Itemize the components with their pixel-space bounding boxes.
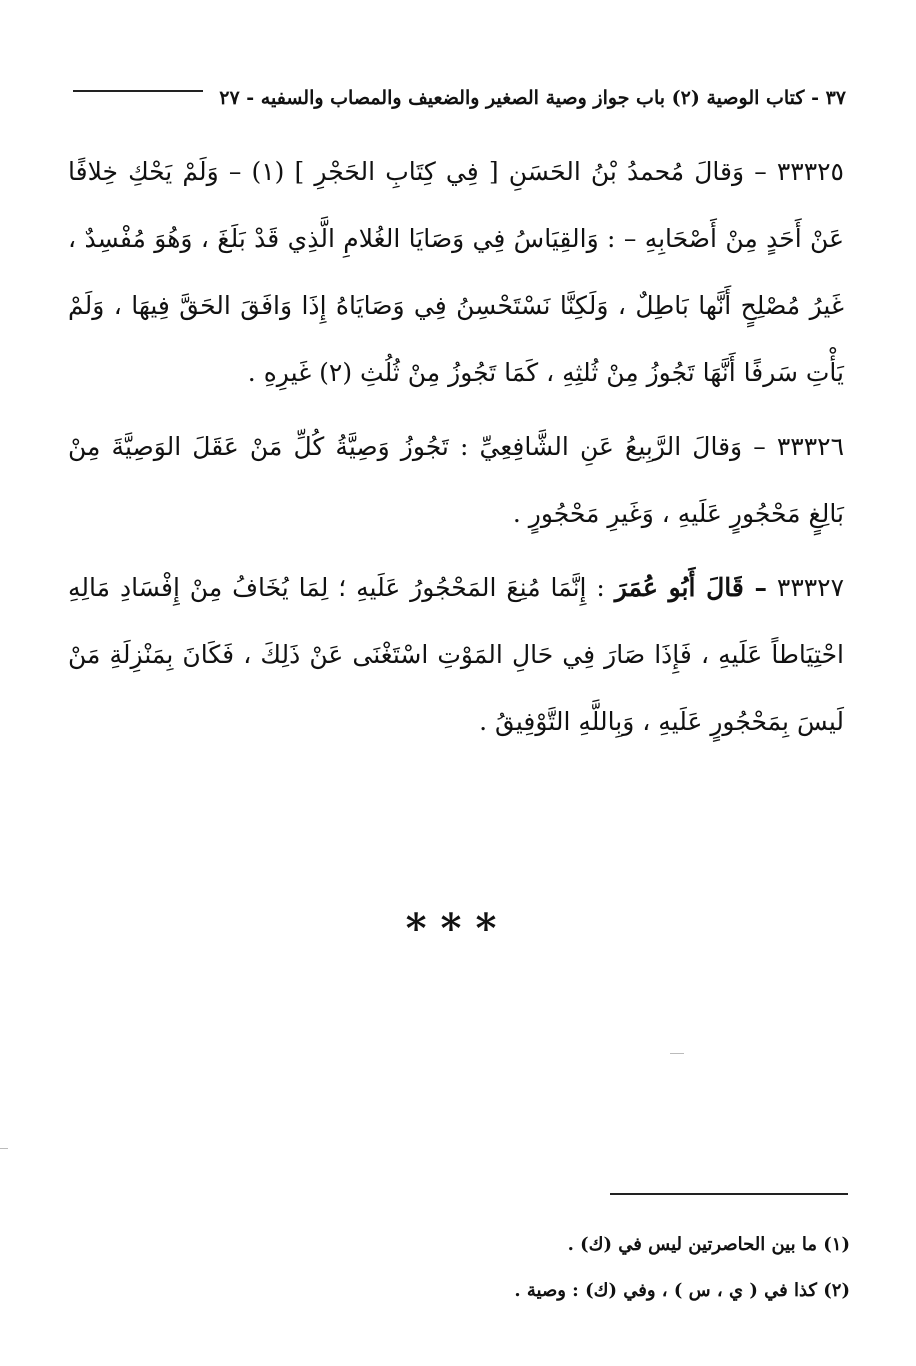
header-title: ٣٧ - كتاب الوصية (٢) باب جواز وصية الصغير والضعيف والمصاب والسفيه - ٢٧ bbox=[219, 87, 846, 109]
footnote-rule bbox=[610, 1193, 848, 1195]
footnotes bbox=[68, 1222, 850, 1314]
paragraph-33325 bbox=[68, 138, 844, 406]
paragraph-33327 bbox=[68, 554, 844, 755]
paragraph-number: ٣٣٣٢٦ bbox=[776, 432, 844, 461]
footnote-1: (١) ما بين الحاصرتين ليس في (ك) . bbox=[567, 1234, 850, 1255]
paragraph-lead: – قَالَ أَبُو عُمَرَ bbox=[614, 573, 767, 602]
footnote-2: (٢) كذا في ( ي ، س ) ، وفي (ك) : وصية . bbox=[514, 1280, 850, 1301]
running-header bbox=[68, 78, 846, 118]
main-text bbox=[68, 138, 844, 762]
section-separator: *** bbox=[405, 905, 511, 952]
paragraph-text: : إِنَّمَا مُنِعَ المَحْجُورُ عَلَيهِ ؛ لِمَا يُخَافُ مِنْ إِفْسَادِ مَالِهِ احْتِيَاطاً عَلَيهِ ، فَإِذَا صَارَ فِي حَالِ المَوْتِ اسْتَغْنَى عَنْ ذَلِكَ ، فَكَانَ بِمَنْزِلَةِ مَنْ لَيسَ بِمَحْجُورٍ عَلَيهِ ، وَبِاللَّهِ التَّوْفِيقُ . bbox=[68, 573, 844, 736]
paragraph-33326 bbox=[68, 413, 844, 547]
header-rule bbox=[73, 90, 203, 92]
paragraph-text: – وَقالَ الرَّبِيعُ عَنِ الشَّافِعِيِّ : تَجُوزُ وَصِيَّةُ كُلِّ مَنْ عَقَلَ الوَصِيَّةَ مِنْ بَالِغٍ مَحْجُورٍ عَلَيهِ ، وَغَيرِ مَحْجُورٍ . bbox=[68, 432, 844, 528]
scan-speck bbox=[0, 1148, 8, 1149]
paragraph-text: – وَقالَ مُحمدُ بْنُ الحَسَنِ [ فِي كِتَابِ الحَجْرِ ] (١) – وَلَمْ يَحْكِ خِلافًا عَنْ أَحَدٍ مِنْ أَصْحَابِهِ – : وَالقِيَاسُ فِي وَصَايَا الغُلامِ الَّذِي قَدْ بَلَغَ ، وَهُوَ مُفْسِدٌ ، غَيرُ مُصْلِحٍ أَنَّها بَاطِلٌ ، وَلَكِنَّا نَسْتَحْسِنُ فِي وَصَايَاهُ إِذَا وَافَقَ الحَقَّ فِيهَا ، وَلَمْ يَأْتِ سَرفًا أَنَّهَا تَجُوزُ مِنْ ثُلثِهِ ، كَمَا تَجُوزُ مِنْ ثُلُثِ (٢) غَيرِهِ . bbox=[68, 157, 844, 387]
paragraph-number: ٣٣٣٢٧ bbox=[776, 573, 845, 602]
paragraph-number: ٣٣٣٢٥ bbox=[776, 157, 844, 186]
scan-speck bbox=[670, 1053, 684, 1054]
